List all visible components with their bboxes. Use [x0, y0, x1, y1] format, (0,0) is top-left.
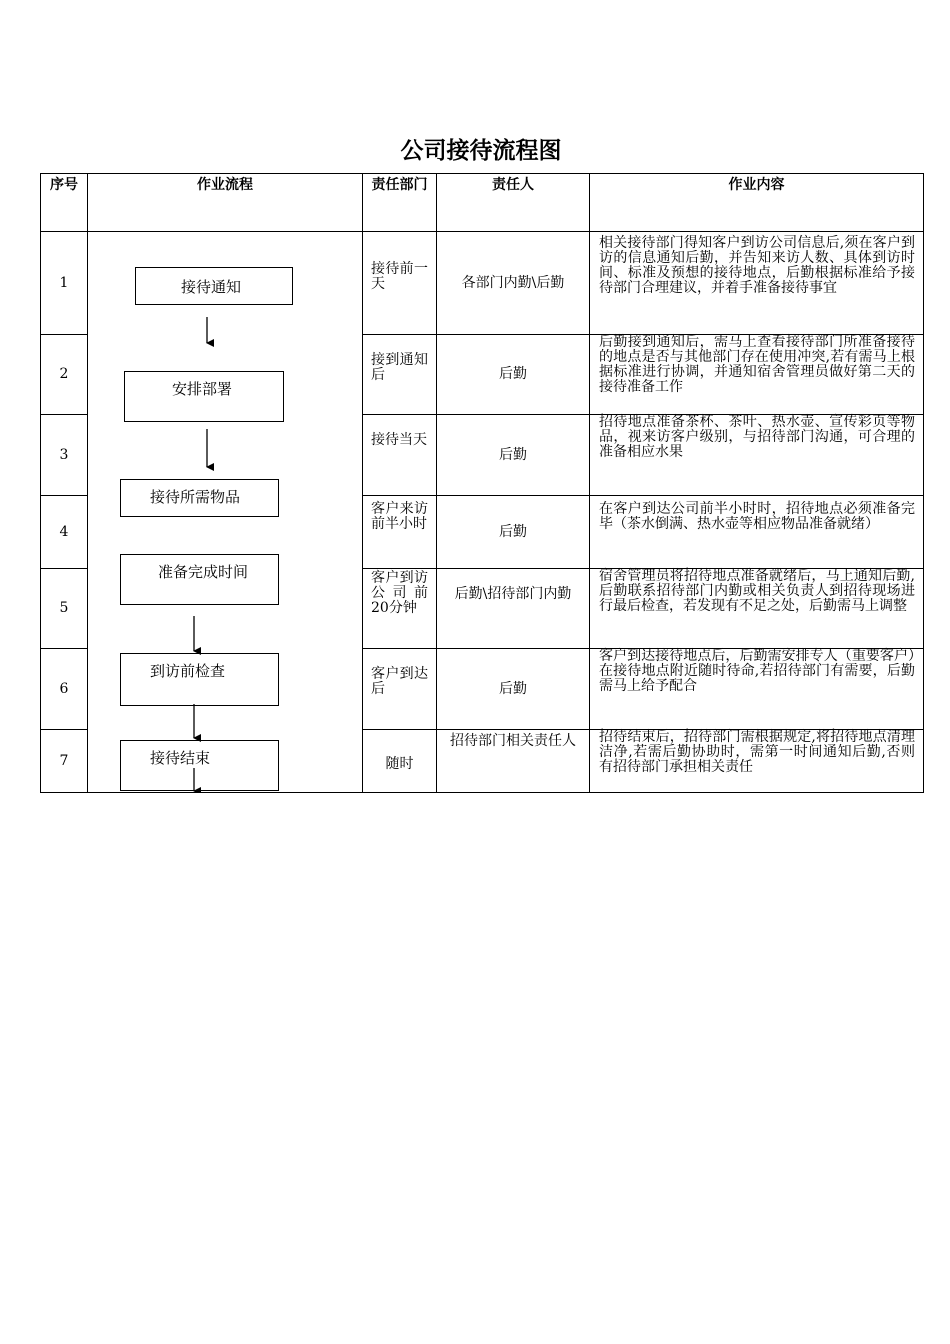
flow-step-label: 接待结束: [150, 749, 211, 767]
row-dept: 客户到达后: [363, 649, 437, 730]
row-person: 后勤\招待部门内勤: [437, 569, 590, 649]
row-seq: 6: [41, 649, 88, 730]
flow-step-label: 准备完成时间: [158, 563, 249, 581]
row-dept: 接待当天: [363, 415, 437, 496]
row-content: 招待地点准备茶杯、茶叶、热水壶、宣传彩页等物品，视来访客户级别，与招待部门沟通，可合理的准备相应水果: [590, 415, 924, 496]
row-content: 相关接待部门得知客户到访公司信息后,须在客户到访的信息通知后勤，并告知来访人数、具体到访时间、标准及预想的接待地点，后勤根据标准给予接待部门合理建议，并着手准备接待事宜: [590, 232, 924, 335]
row-person: 后勤: [437, 649, 590, 730]
row-content: 后勤接到通知后，需马上查看接待部门所准备接待的地点是否与其他部门存在使用冲突,若有需马上根据标准进行协调，并通知宿舍管理员做好第二天的接待准备工作: [590, 335, 924, 415]
flow-step-label: 接待通知: [181, 278, 242, 296]
flow-step-label: 接待所需物品: [150, 488, 241, 506]
row-content: 宿舍管理员将招待地点准备就绪后，马上通知后勤,后勤联系招待部门内勤或相关负责人到招待现场进行最后检查，若发现有不足之处，后勤需马上调整: [590, 569, 924, 649]
flow-arrows: [88, 173, 348, 793]
process-table-wrapper: [40, 173, 924, 793]
row-person: 后勤: [437, 335, 590, 415]
row-seq: 2: [41, 335, 88, 415]
row-person: 招待部门相关责任人: [437, 730, 590, 793]
row-seq: 7: [41, 730, 88, 793]
header-content: 作业内容: [590, 174, 924, 232]
header-seq: 序号: [41, 174, 88, 232]
row-dept: 接到通知后: [363, 335, 437, 415]
row-seq: 3: [41, 415, 88, 496]
row-dept: 客户到访公司前20分钟: [363, 569, 437, 649]
page-title: 公司接待流程图: [400, 138, 562, 164]
row-seq: 1: [41, 232, 88, 335]
row-content: 招待结束后，招待部门需根据规定,将招待地点清理洁净,若需后勤协助时，需第一时间通知后勤,否则有招待部门承担相关责任: [590, 730, 924, 793]
header-person: 责任人: [437, 174, 590, 232]
row-seq: 5: [41, 569, 88, 649]
row-dept: 接待前一天: [363, 232, 437, 335]
row-content: 客户到达接待地点后，后勤需安排专人（重要客户）在接待地点附近随时待命,若招待部门有需要，后勤需马上给予配合: [590, 649, 924, 730]
row-person: 后勤: [437, 496, 590, 569]
header-flow: 作业流程: [88, 174, 363, 232]
row-dept: 随时: [363, 730, 437, 793]
row-dept: 客户来访前半小时: [363, 496, 437, 569]
row-person: 各部门内勤\后勤: [437, 232, 590, 335]
row-seq: 4: [41, 496, 88, 569]
header-dept: 责任部门: [363, 174, 437, 232]
row-content: 在客户到达公司前半小时时，招待地点必须准备完毕（茶水倒满、热水壶等相应物品准备就绪）: [590, 496, 924, 569]
flow-step-label: 到访前检查: [150, 662, 226, 680]
flow-step-label: 安排部署: [172, 380, 233, 398]
row-person: 后勤: [437, 415, 590, 496]
